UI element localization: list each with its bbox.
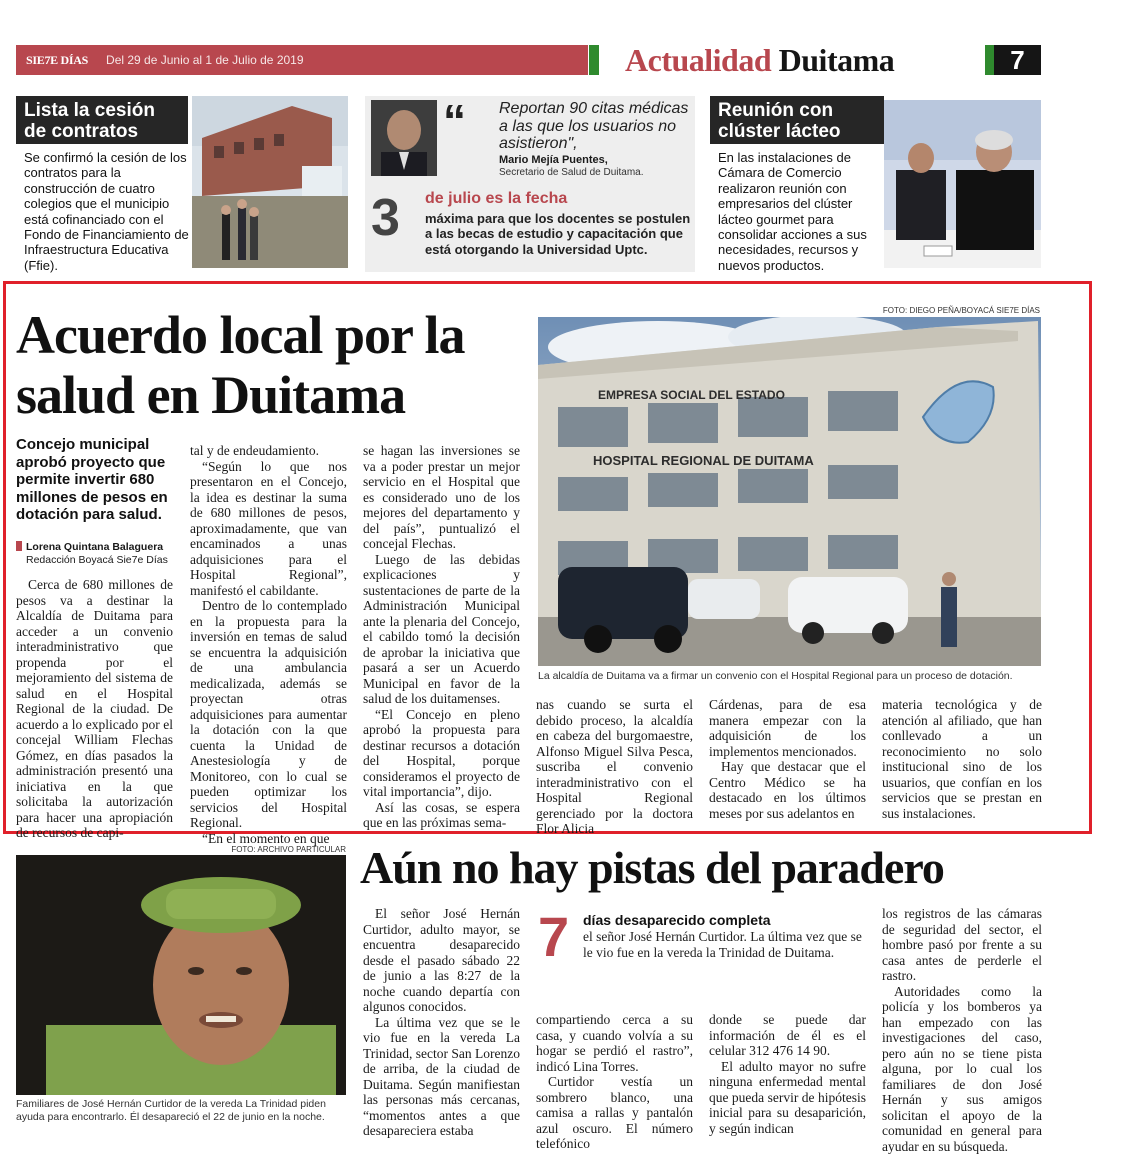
feature-subhead: Concejo municipal aprobó proyecto que permite invertir 680 millones de pesos en dotación para salud.: [16, 436, 168, 523]
feature-col-6-text: materia tecnológica y de atención al afiliado, que han conllevado a un reconocimiento no solo institucional sino de los usuarios, que confían en los servicios que se prestan en sus instalaciones.: [882, 697, 1042, 821]
feature-col-3d: Así las cosas, se espera que en las próximas sema-: [363, 799, 520, 830]
brief-quote-role: Secretario de Salud de Duitama.: [499, 167, 644, 178]
missing-person-photo: [16, 855, 346, 1095]
header-bar: [16, 45, 588, 75]
feature-col-3c: “El Concejo en pleno aprobó la propuesta para destinar recursos a dotación del Hospital, porque consideramos el proyecto de vital importancia”, dijo.: [363, 706, 520, 799]
missing-col-1: [363, 906, 520, 1139]
missing-col-1a: El señor José Hernán Curtidor, adulto mayor, se encuentra desaparecido desde el pasado sábado 22 de junio a las 8:27 de la noche cuando departía con algunos conocidos.: [363, 906, 520, 1014]
brief-cluster-body: En las instalaciones de Cámara de Comercio realizaron reunión con empresarios del clúster lácteo gourmet para consolidar acciones a sus necesidades, recursos y nuevos productos.: [718, 150, 867, 273]
missing-days-head: días desaparecido completa: [583, 912, 771, 928]
hospital-sign-main: HOSPITAL REGIONAL DE DUITAMA: [593, 453, 814, 468]
feature-byline: [16, 541, 181, 567]
issue-date: Del 29 de Junio al 1 de Julio de 2019: [106, 53, 304, 67]
quote-mark-icon: “: [443, 95, 466, 147]
feature-photo-caption: La alcaldía de Duitama va a firmar un convenio con el Hospital Regional para un proceso de dotación.: [538, 670, 1013, 682]
missing-photo-caption: Familiares de José Hernán Curtidor de la vereda La Trinidad piden ayuda para encontrarlo. Él desapareció el 22 de junio en la noche.: [16, 1098, 326, 1123]
section-name: Actualidad: [625, 42, 772, 78]
brief-cluster-title: Reunión con clúster lácteo: [710, 96, 884, 144]
feature-col-2d: “En el momento en que: [202, 830, 330, 846]
section-title: [625, 42, 894, 79]
missing-col-2b: Curtidor vestía un sombrero blanco, una camisa a rallas y pantalón azul oscuro. El número telefónico: [536, 1074, 693, 1151]
missing-days-number: 7: [538, 905, 570, 968]
brief-quote-text: Reportan 90 citas médicas a las que los usuarios no asistieron",: [499, 100, 689, 152]
missing-col-3b: El adulto mayor no sufre ninguna enfermedad mental que pueda servir de hipótesis inicial para su desaparición, y según indican: [709, 1058, 866, 1136]
feature-col-1-text: Cerca de 680 millones de pesos va a destinar la Alcaldía de Duitama para acceder a un convenio interadministrativo que propenda por el mejoramiento del sistema de salud en el Hospital Regional de la ciudad. De acuerdo a lo explicado por el concejal William Flechas Gómez, en días pasados la administración presentó una iniciativa en la que solicitaba la autorización para hacer una apropiación de recursos de capi-: [16, 577, 173, 840]
missing-headline: Aún no hay pistas del paradero: [360, 842, 944, 893]
feature-author: Lorena Quintana Balaguera: [26, 541, 164, 553]
missing-col-3: [709, 1012, 866, 1136]
missing-col-1b: La última vez que se le vio fue en la vereda La Trinidad, sector San Lorenzo de arriba, de la ciudad de Duitama. Según manifiestan las personas más cercanas, “momentos antes a que desapareciera estaba: [363, 1014, 520, 1138]
hospital-photo: [538, 317, 1041, 666]
brief-date-number: 3: [371, 189, 400, 247]
feature-col-5b: Hay que destacar que el Centro Médico se ha destacado en los últimos meses por sus adelantos en: [709, 759, 866, 821]
brand-label: SIE7E DÍAS: [26, 52, 89, 67]
page-number: [985, 45, 1041, 75]
feature-headline: Acuerdo local por la salud en Duitama: [16, 305, 465, 425]
brief-date-text: máxima para que los docentes se postulen a las becas de estudio y capacitación que está otorgando la Universidad Uptc.: [425, 211, 691, 257]
page-number-value: 7: [994, 45, 1041, 75]
missing-col-3a: donde se puede dar información de él es el celular 312 476 14 90.: [709, 1012, 866, 1058]
brief-cluster: [710, 96, 1041, 272]
brief-quote-author: Mario Mejía Puentes,: [499, 154, 608, 166]
byline-mark: [16, 541, 22, 551]
brief-contracts: [16, 96, 346, 272]
section-city: Duitama: [778, 42, 895, 78]
feature-col-2b: “Según lo que nos presentaron en el Concejo, la idea es destinar la suma de 680 millones de pesos, aproximadamente, que van encaminados a unas adquisiciones para el Hospital Regional”, manifestó el cabildante.: [190, 458, 347, 598]
missing-col-4b: Autoridades como la policía y los bomberos ya han empezado con las investigaciones del caso, pero aún no se tiene pista alguna, por lo cual los familiares de don José Hernán y sus amigos solicitan el apoyo de la comunidad en general para ayudar en su búsqueda.: [882, 983, 1042, 1154]
brief-contracts-title: Lista la cesión de contratos: [16, 96, 188, 144]
feature-col-6: [882, 697, 1042, 821]
brief-date-head: de julio es la fecha: [425, 190, 568, 207]
hospital-sign-top: EMPRESA SOCIAL DEL ESTADO: [598, 388, 785, 402]
feature-col-1: [16, 577, 173, 841]
feature-col-4-text: nas cuando se surta el debido proceso, la alcaldía en cabeza del burgomaestre, Alfonso Miguel Silva Pesca, suscriba el convenio interadministrativo con el Hospital Regional gerenciado por la doctora Flor Alicia: [536, 697, 693, 836]
official-portrait: [371, 100, 437, 176]
feature-col-3b: Luego de las debidas explicaciones y sustentaciones de parte de la Administración Municipal ante la plenaria del Concejo, el cabildo tomó la decisión de aprobar la iniciativa que pasará a ser un Acuerdo Municipal en favor de la salud de los duitamenses.: [363, 551, 520, 706]
construction-photo: [192, 96, 348, 268]
feature-col-3a: se hagan las inversiones se va a poder prestar un mejor servicio en el Hospital que es considerado uno de los mejores del departamento y del país”, puntualizó el concejal Flechas.: [363, 443, 520, 551]
missing-col-2: [536, 1012, 693, 1152]
brief-quote: [365, 96, 695, 272]
feature-outlet: Redacción Boyacá Sie7e Días: [26, 554, 168, 566]
missing-photo-credit: FOTO: ARCHIVO PARTICULAR: [231, 845, 346, 854]
brief-contracts-body: Se confirmó la cesión de los contratos para la construcción de cuatro colegios que el municipio está cofinanciado con el Fondo de Financiamiento de Infraestructura Educativa (Ffie).: [24, 150, 189, 273]
feature-col-5a: Cárdenas, para de esa manera empezar con la adquisición de los implementos mencionados.: [709, 697, 866, 759]
feature-col-2c: Dentro de lo contemplado en la propuesta para la inversión en temas de salud se encuentra la adquisición de una ambulancia medicalizada, además se proyectan otras adquisiciones para aumentar la dotación con la que cuenta la Unidad de Anestesiología y de Monitoreo, con lo cual se pueden optimizar los servicios del Hospital Regional.: [190, 598, 347, 830]
feature-col-2a: tal y de endeudamiento.: [190, 443, 319, 458]
header-divider: [589, 45, 599, 75]
meeting-photo: [884, 100, 1041, 268]
missing-col-4a: los registros de las cámaras de seguridad del sector, el hombre pasó por frente a su casa antes de perderle el rastro.: [882, 906, 1042, 983]
missing-col-2a: compartiendo cerca a su casa, y cuando volvía a su hogar se perdió el rastro”, indicó Lina Torres.: [536, 1012, 693, 1074]
missing-days-text: el señor José Hernán Curtidor. La última vez que se le vio fue en la vereda la Trinidad de Duitama.: [583, 929, 862, 960]
feature-photo-credit: FOTO: DIEGO PEÑA/BOYACÁ SIE7E DÍAS: [882, 306, 1040, 315]
feature-col-3: [363, 443, 520, 831]
feature-col-2: [190, 443, 347, 846]
feature-col-4: [536, 697, 693, 837]
missing-col-4: [882, 906, 1042, 1154]
feature-col-5: [709, 697, 866, 821]
